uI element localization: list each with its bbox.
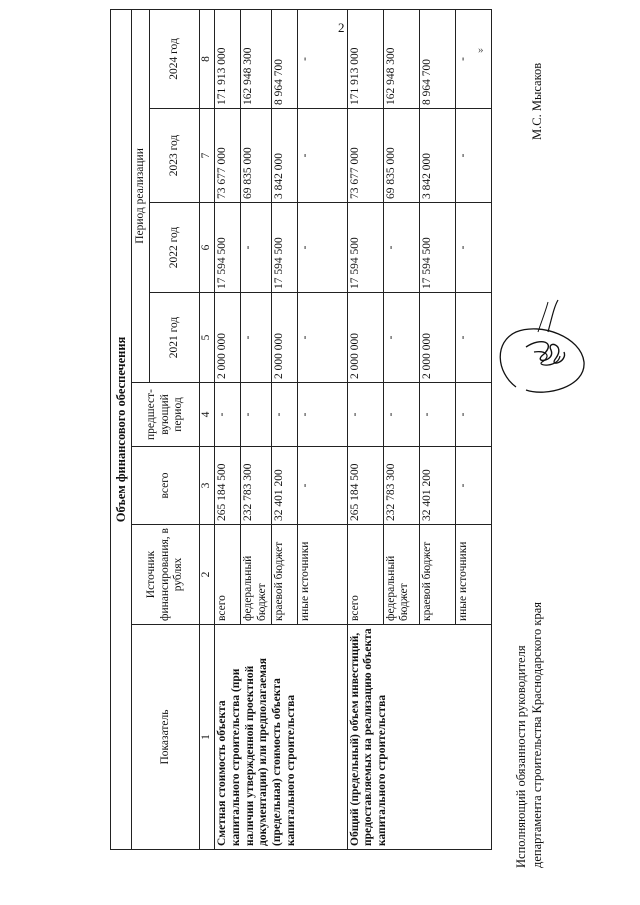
value-cell: 171 913 000	[215, 9, 241, 108]
header-indicator: Показатель	[132, 625, 200, 850]
value-cell: 2 000 000	[347, 293, 383, 383]
value-cell: 17 594 500	[215, 203, 241, 293]
value-cell: 2 000 000	[419, 293, 455, 383]
value-cell: 73 677 000	[347, 109, 383, 203]
page-number: 2	[338, 20, 345, 35]
header-period: Период реализации	[132, 9, 150, 382]
indicator-cell: Общий (предельный) объем инвестиций, предоставляемых на реализацию объекта капитального строительства	[347, 625, 491, 850]
column-number: 4	[200, 383, 215, 447]
source-cell: федеральный бюджет	[241, 525, 272, 625]
value-cell: -	[241, 293, 272, 383]
column-number: 6	[200, 203, 215, 293]
table-row	[215, 9, 241, 849]
value-cell: -	[241, 383, 272, 447]
value-cell: 232 783 300	[383, 447, 419, 525]
value-cell: 17 594 500	[419, 203, 455, 293]
signature-image	[486, 292, 606, 402]
column-number: 1	[200, 625, 215, 850]
signer-position-line2: департамента строительства Краснодарского края	[530, 601, 544, 868]
value-cell: -	[297, 383, 347, 447]
value-cell: 162 948 300	[383, 9, 419, 108]
value-cell: -	[455, 203, 491, 293]
value-cell: 162 948 300	[241, 9, 272, 108]
value-cell: 69 835 000	[383, 109, 419, 203]
source-cell: всего	[215, 525, 241, 625]
value-cell: -	[383, 203, 419, 293]
header-year: 2024 год	[150, 9, 200, 108]
value-cell: -	[383, 383, 419, 447]
source-cell: федеральный бюджет	[383, 525, 419, 625]
header-year: 2023 год	[150, 109, 200, 203]
value-cell: -	[455, 293, 491, 383]
source-cell: иные источники	[297, 525, 347, 625]
header-year: 2021 год	[150, 293, 200, 383]
value-cell: 3 842 000	[271, 109, 297, 203]
source-cell: иные источники	[455, 525, 491, 625]
indicator-cell: Сметная стоимость объекта капитального строительства (при наличии утвержденной проектной документации) или предполагаемая (предельная) стоимость объекта капитального строительства	[215, 625, 348, 850]
signer-position-line1: Исполняющий обязанности руководителя	[514, 645, 528, 868]
source-cell: всего	[347, 525, 383, 625]
value-cell: 32 401 200	[271, 447, 297, 525]
table-caption: Объем финансового обеспечения	[111, 9, 132, 849]
value-cell: -	[455, 9, 491, 108]
value-cell: -	[347, 383, 383, 447]
value-cell: -	[455, 109, 491, 203]
column-number: 5	[200, 293, 215, 383]
value-cell: -	[383, 293, 419, 383]
value-cell: 232 783 300	[241, 447, 272, 525]
header-total: всего	[132, 447, 200, 525]
value-cell: 2 000 000	[271, 293, 297, 383]
column-number: 3	[200, 447, 215, 525]
header-previous: предшест-вующий период	[132, 383, 200, 447]
table-row	[347, 9, 383, 849]
value-cell: -	[215, 383, 241, 447]
value-cell: -	[297, 293, 347, 383]
value-cell: 17 594 500	[347, 203, 383, 293]
value-cell: 171 913 000	[347, 9, 383, 108]
value-cell: 3 842 000	[419, 109, 455, 203]
finance-table	[110, 9, 492, 850]
value-cell: 73 677 000	[215, 109, 241, 203]
header-year: 2022 год	[150, 203, 200, 293]
column-number: 2	[200, 525, 215, 625]
value-cell: 265 184 500	[347, 447, 383, 525]
value-cell: 17 594 500	[271, 203, 297, 293]
value-cell: -	[241, 203, 272, 293]
signer-name: М.С. Мысаков	[530, 62, 544, 140]
value-cell: 32 401 200	[419, 447, 455, 525]
value-cell: -	[297, 447, 347, 525]
value-cell: 8 964 700	[419, 9, 455, 108]
value-cell: -	[455, 383, 491, 447]
value-cell: 69 835 000	[241, 109, 272, 203]
value-cell: -	[297, 109, 347, 203]
column-number: 7	[200, 109, 215, 203]
value-cell: 8 964 700	[271, 9, 297, 108]
value-cell: -	[419, 383, 455, 447]
value-cell: -	[271, 383, 297, 447]
source-cell: краевой бюджет	[271, 525, 297, 625]
value-cell: 265 184 500	[215, 447, 241, 525]
value-cell: 2 000 000	[215, 293, 241, 383]
value-cell: -	[455, 447, 491, 525]
source-cell: краевой бюджет	[419, 525, 455, 625]
value-cell: -	[297, 9, 347, 108]
header-source: Источник финансирования, в рублях	[132, 525, 200, 625]
column-number: 8	[200, 9, 215, 108]
corner-mark: »	[478, 44, 484, 56]
value-cell: -	[297, 203, 347, 293]
rotated-table-container	[110, 10, 630, 850]
